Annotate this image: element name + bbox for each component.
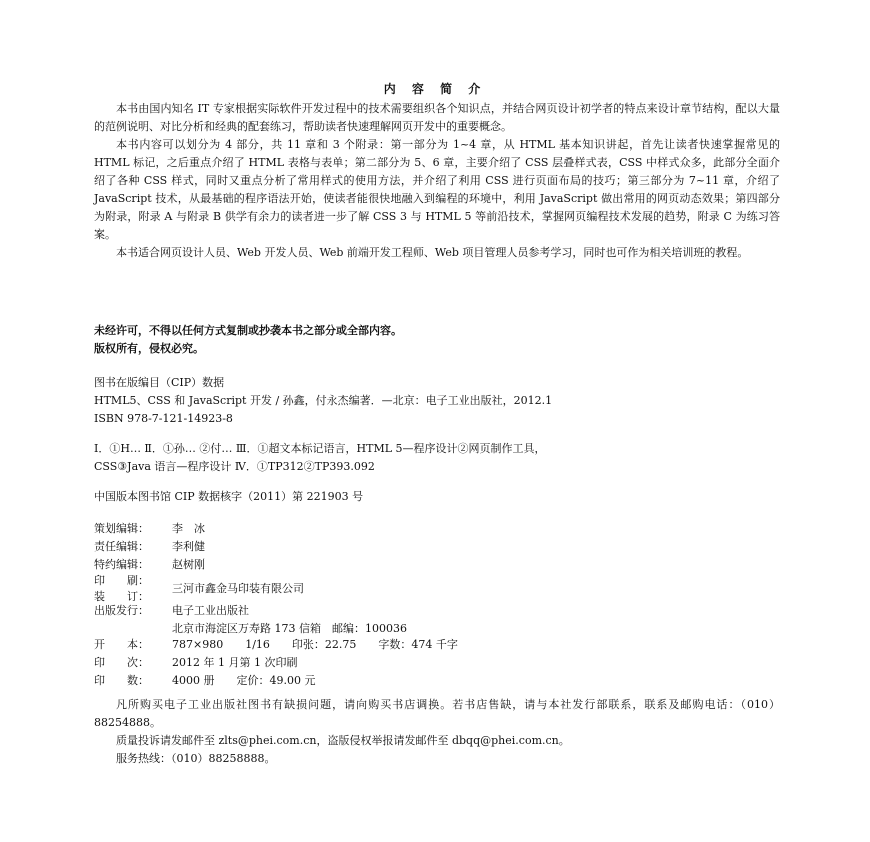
intro-paragraph-3: 本书适合网页设计人员、Web 开发人员、Web 前端开发工程师、Web 项目管理人员参考学习，同时也可作为相关培训班的教程。	[116, 246, 749, 259]
footer-hotline: 服务热线：（010）88258888。	[116, 752, 276, 765]
cip-record	[94, 488, 780, 506]
format-value: 787×980 1/16 印张：22.75 字数：474 千字	[172, 638, 458, 651]
credit-value: 赵树刚	[172, 558, 205, 571]
credit-value: 李 冰	[172, 522, 205, 535]
intro-section	[94, 100, 780, 262]
credit-label: 策划编辑：	[94, 522, 149, 535]
publisher-label: 出版发行：	[94, 604, 149, 617]
copyright-line-2: 版权所有，侵权必究。	[94, 342, 204, 355]
cip-section	[94, 374, 780, 428]
cip-heading: 图书在版编目（CIP）数据	[94, 376, 225, 389]
footer-notice: 凡所购买电子工业出版社图书有缺损问题，请向购买书店调换。若书店售缺，请与本社发行部联系，联系及邮购电话：（010）88254888。	[94, 698, 780, 729]
intro-paragraph-2: 本书内容可以划分为 4 部分，共 11 章和 3 个附录：第一部分为 1~4 章，从 HTML 基本知识讲起，首先让读者快速掌握常见的 HTML 标记，之后重点介绍了 HTML 表格与表单；第二部分为 5、6 章，主要介绍了 CSS 层叠样式表，CSS 中样式众多，此部分全面介绍了各种 CSS 样式，同时又重点分析了常用样式的使用方法，并介绍了利用 CSS 进行页面布局的技巧；第三部分为 7~11 章，介绍了 JavaScript 技术，从最基础的程序语法开始，使读者能很快地融入到编程的环境中，利用 JavaScript 做出常用的网页动态效果；第四部分为附录，附录 A 与附录 B 供学有余力的读者进一步了解 CSS 3 与 HTML 5 等前沿技术，掌握网页编程技术发展的趋势，附录 C 为练习答案。	[94, 138, 780, 241]
edition-row	[94, 654, 297, 672]
credit-label: 特约编辑：	[94, 558, 149, 571]
cip-classification-line-1: Ⅰ．①H… Ⅱ．①孙… ②付… Ⅲ．①超文本标记语言，HTML 5—程序设计②网页制作工具，	[94, 442, 546, 455]
edition-value: 2012 年 1 月第 1 次印刷	[172, 656, 298, 669]
cip-classification	[94, 440, 780, 476]
print-label: 印 刷：	[94, 574, 149, 587]
cip-record-line: 中国版本图书馆 CIP 数据核字（2011）第 221903 号	[94, 490, 364, 503]
edition-label: 印 次：	[94, 656, 149, 669]
print-value-row	[172, 580, 304, 598]
cip-isbn: ISBN 978-7-121-14923-8	[94, 412, 233, 425]
binding-label: 装 订：	[94, 590, 149, 603]
credit-label: 责任编辑：	[94, 540, 149, 553]
copies-value: 4000 册 定价：49.00 元	[172, 674, 316, 687]
credit-value: 李利健	[172, 540, 205, 553]
credit-row	[94, 538, 205, 556]
credit-row	[94, 520, 205, 538]
publisher-address: 北京市海淀区万寿路 173 信箱 邮编：100036	[172, 622, 407, 635]
footer-section	[94, 696, 780, 768]
publisher-value: 电子工业出版社	[172, 604, 249, 617]
print-value: 三河市鑫金马印装有限公司	[172, 582, 304, 595]
copies-row	[94, 672, 315, 690]
page-title: 内 容 简 介	[383, 82, 487, 96]
format-label: 开 本：	[94, 638, 149, 651]
copyright-notice	[94, 322, 780, 358]
copyright-line-1: 未经许可，不得以任何方式复制或抄袭本书之部分或全部内容。	[94, 324, 402, 337]
footer-complaint: 质量投诉请发邮件至 zlts@phei.com.cn，盗版侵权举报请发邮件至 dbqq@phei.com.cn。	[116, 734, 570, 747]
cip-classification-line-2: CSS③Java 语言—程序设计 Ⅳ．①TP312②TP393.092	[94, 460, 375, 473]
cip-book-line: HTML5、CSS 和 JavaScript 开发 / 孙鑫，付永杰编著．—北京：电子工业出版社，2012.1	[94, 394, 553, 407]
intro-paragraph-1: 本书由国内知名 IT 专家根据实际软件开发过程中的技术需要组织各个知识点，并结合网页设计初学者的特点来设计章节结构，配以大量的范例说明、对比分析和经典的配套练习，帮助读者快速理解网页开发中的重要概念。	[94, 102, 780, 133]
format-row	[94, 636, 458, 654]
copies-label: 印 数：	[94, 674, 149, 687]
publisher-row	[94, 602, 249, 620]
